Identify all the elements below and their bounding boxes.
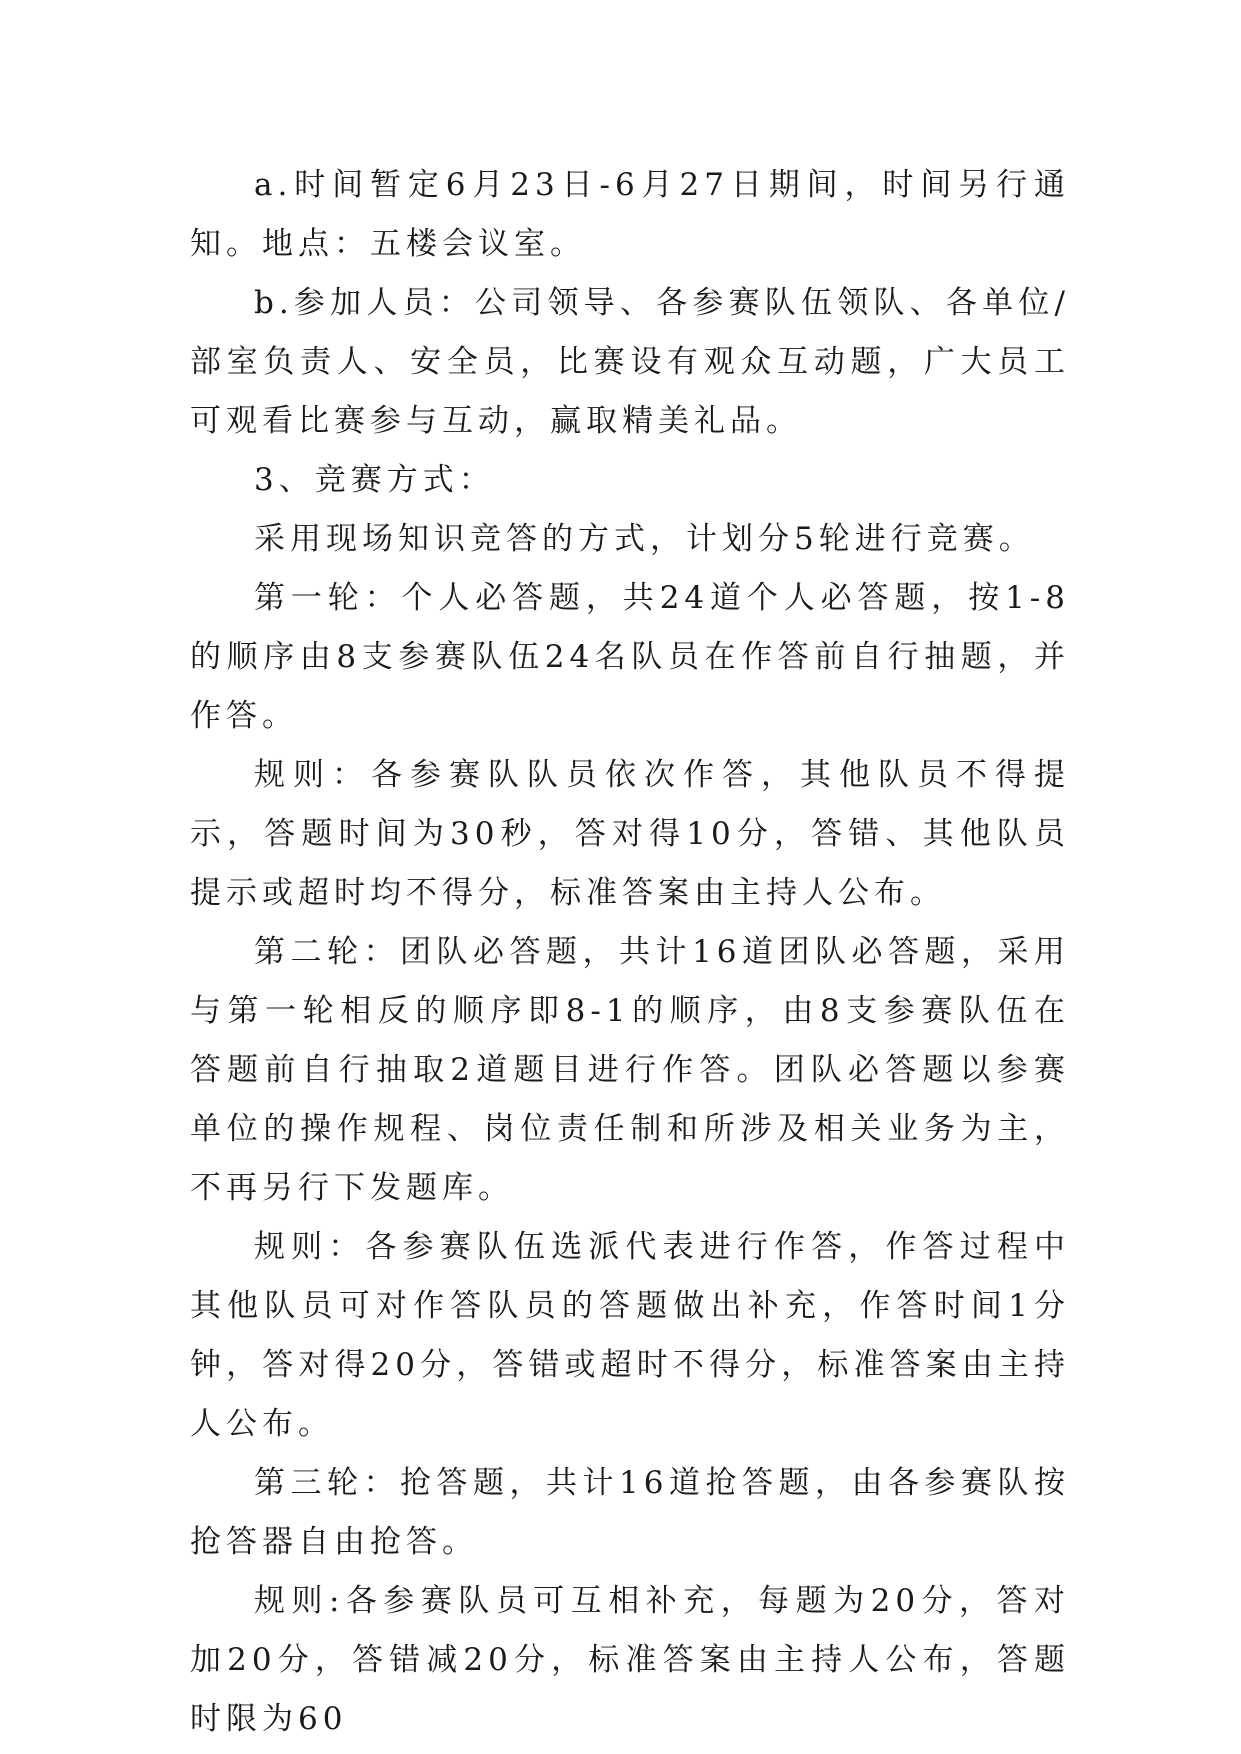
paragraph-competition-format: 采用现场知识竞答的方式，计划分5轮进行竞赛。 — [254, 521, 1035, 557]
paragraph-round-one-rules: 规则：各参赛队队员依次作答，其他队员不得提示，答题时间为30秒，答对得10分，答错、其他队员提示或超时均不得分，标准答案由主持人公布。 — [190, 757, 1070, 911]
paragraph-round-two-rules: 规则：各参赛队伍选派代表进行作答，作答过程中其他队员可对作答队员的答题做出补充，作答时间1分钟，答对得20分，答错或超时不得分，标准答案由主持人公布。 — [190, 1229, 1070, 1442]
paragraph-round-three-rules: 规则:各参赛队员可互相补充，每题为20分，答对加20分，答错减20分，标准答案由主持人公布，答题时限为60 — [190, 1583, 1070, 1737]
paragraph-round-two: 第二轮：团队必答题，共计16道团队必答题，采用与第一轮相反的顺序即8-1的顺序，由8支参赛队伍在答题前自行抽取2道题目进行作答。团队必答题以参赛单位的操作规程、岗位责任制和所涉及相关业务为主，不再另行下发题库。 — [190, 934, 1070, 1206]
paragraph-time-location: a.时间暂定6月23日-6月27日期间，时间另行通知。地点：五楼会议室。 — [190, 167, 1070, 262]
heading-competition-method: 3、竞赛方式： — [254, 462, 495, 498]
paragraph-participants: b.参加人员：公司领导、各参赛队伍领队、各单位/部室负责人、安全员，比赛设有观众互动题，广大员工可观看比赛参与互动，赢取精美礼品。 — [190, 285, 1070, 439]
document-body — [190, 156, 1070, 1749]
paragraph-round-three: 第三轮：抢答题，共计16道抢答题，由各参赛队按抢答器自由抢答。 — [190, 1465, 1070, 1560]
paragraph-round-one: 第一轮：个人必答题，共24道个人必答题，按1-8的顺序由8支参赛队伍24名队员在作答前自行抽题，并作答。 — [190, 580, 1070, 734]
